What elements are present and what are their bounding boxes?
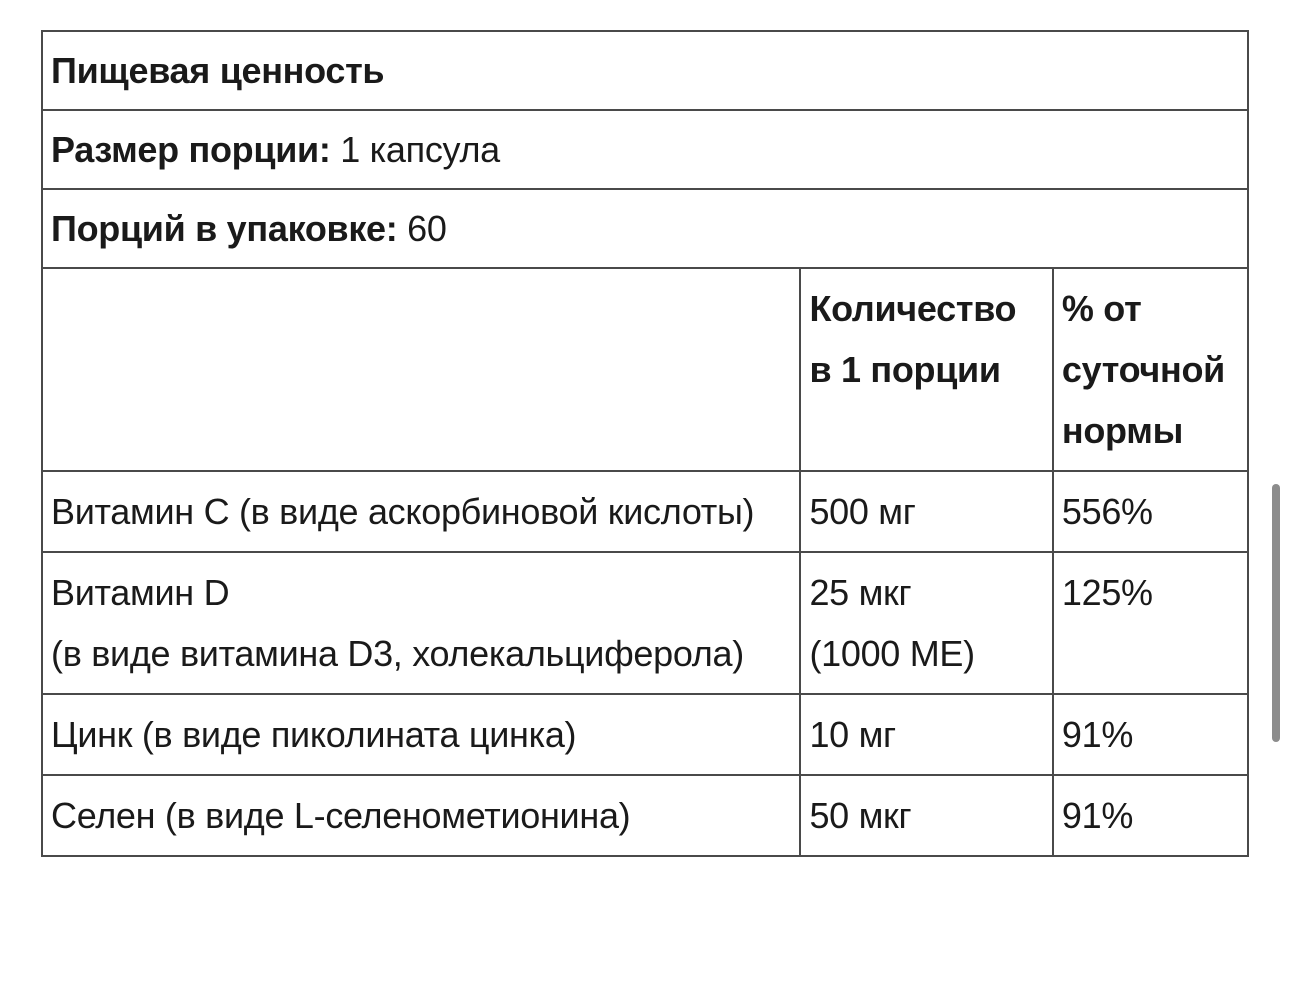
column-header-row xyxy=(42,268,1248,471)
servings-per-container-row xyxy=(42,189,1248,268)
header-amount: Количество в 1 порции xyxy=(800,268,1052,471)
servings-value: 60 xyxy=(397,208,447,249)
nutrient-name: Витамин C (в виде аскорбиновой кислоты) xyxy=(42,471,800,552)
serving-size-cell xyxy=(42,110,1248,189)
servings-cell xyxy=(42,189,1248,268)
serving-size-value: 1 капсула xyxy=(330,129,500,170)
nutrient-name: Цинк (в виде пиколината цинка) xyxy=(42,694,800,775)
nutrient-amount: 25 мкг (1000 МЕ) xyxy=(800,552,1052,694)
header-daily-value: % от суточной нормы xyxy=(1053,268,1248,471)
title-row xyxy=(42,31,1248,110)
serving-size-label: Размер порции: xyxy=(51,129,331,170)
nutrient-daily-value: 91% xyxy=(1053,694,1248,775)
table-row xyxy=(42,694,1248,775)
nutrient-name: Витамин D (в виде витамина D3, холекальциферола) xyxy=(42,552,800,694)
table-row xyxy=(42,775,1248,856)
nutrient-daily-value: 556% xyxy=(1053,471,1248,552)
table-row xyxy=(42,471,1248,552)
serving-size-row xyxy=(42,110,1248,189)
nutrient-amount: 500 мг xyxy=(800,471,1052,552)
servings-label: Порций в упаковке: xyxy=(51,208,398,249)
nutrient-amount: 10 мг xyxy=(800,694,1052,775)
nutrient-daily-value: 91% xyxy=(1053,775,1248,856)
table-title: Пищевая ценность xyxy=(42,31,1248,110)
nutrient-amount: 50 мкг xyxy=(800,775,1052,856)
nutrient-name: Селен (в виде L-селенометионина) xyxy=(42,775,800,856)
header-empty-cell xyxy=(42,268,800,471)
vertical-scrollbar[interactable] xyxy=(1272,484,1280,742)
nutrition-facts-table xyxy=(41,30,1249,857)
table-row xyxy=(42,552,1248,694)
nutrient-daily-value: 125% xyxy=(1053,552,1248,694)
